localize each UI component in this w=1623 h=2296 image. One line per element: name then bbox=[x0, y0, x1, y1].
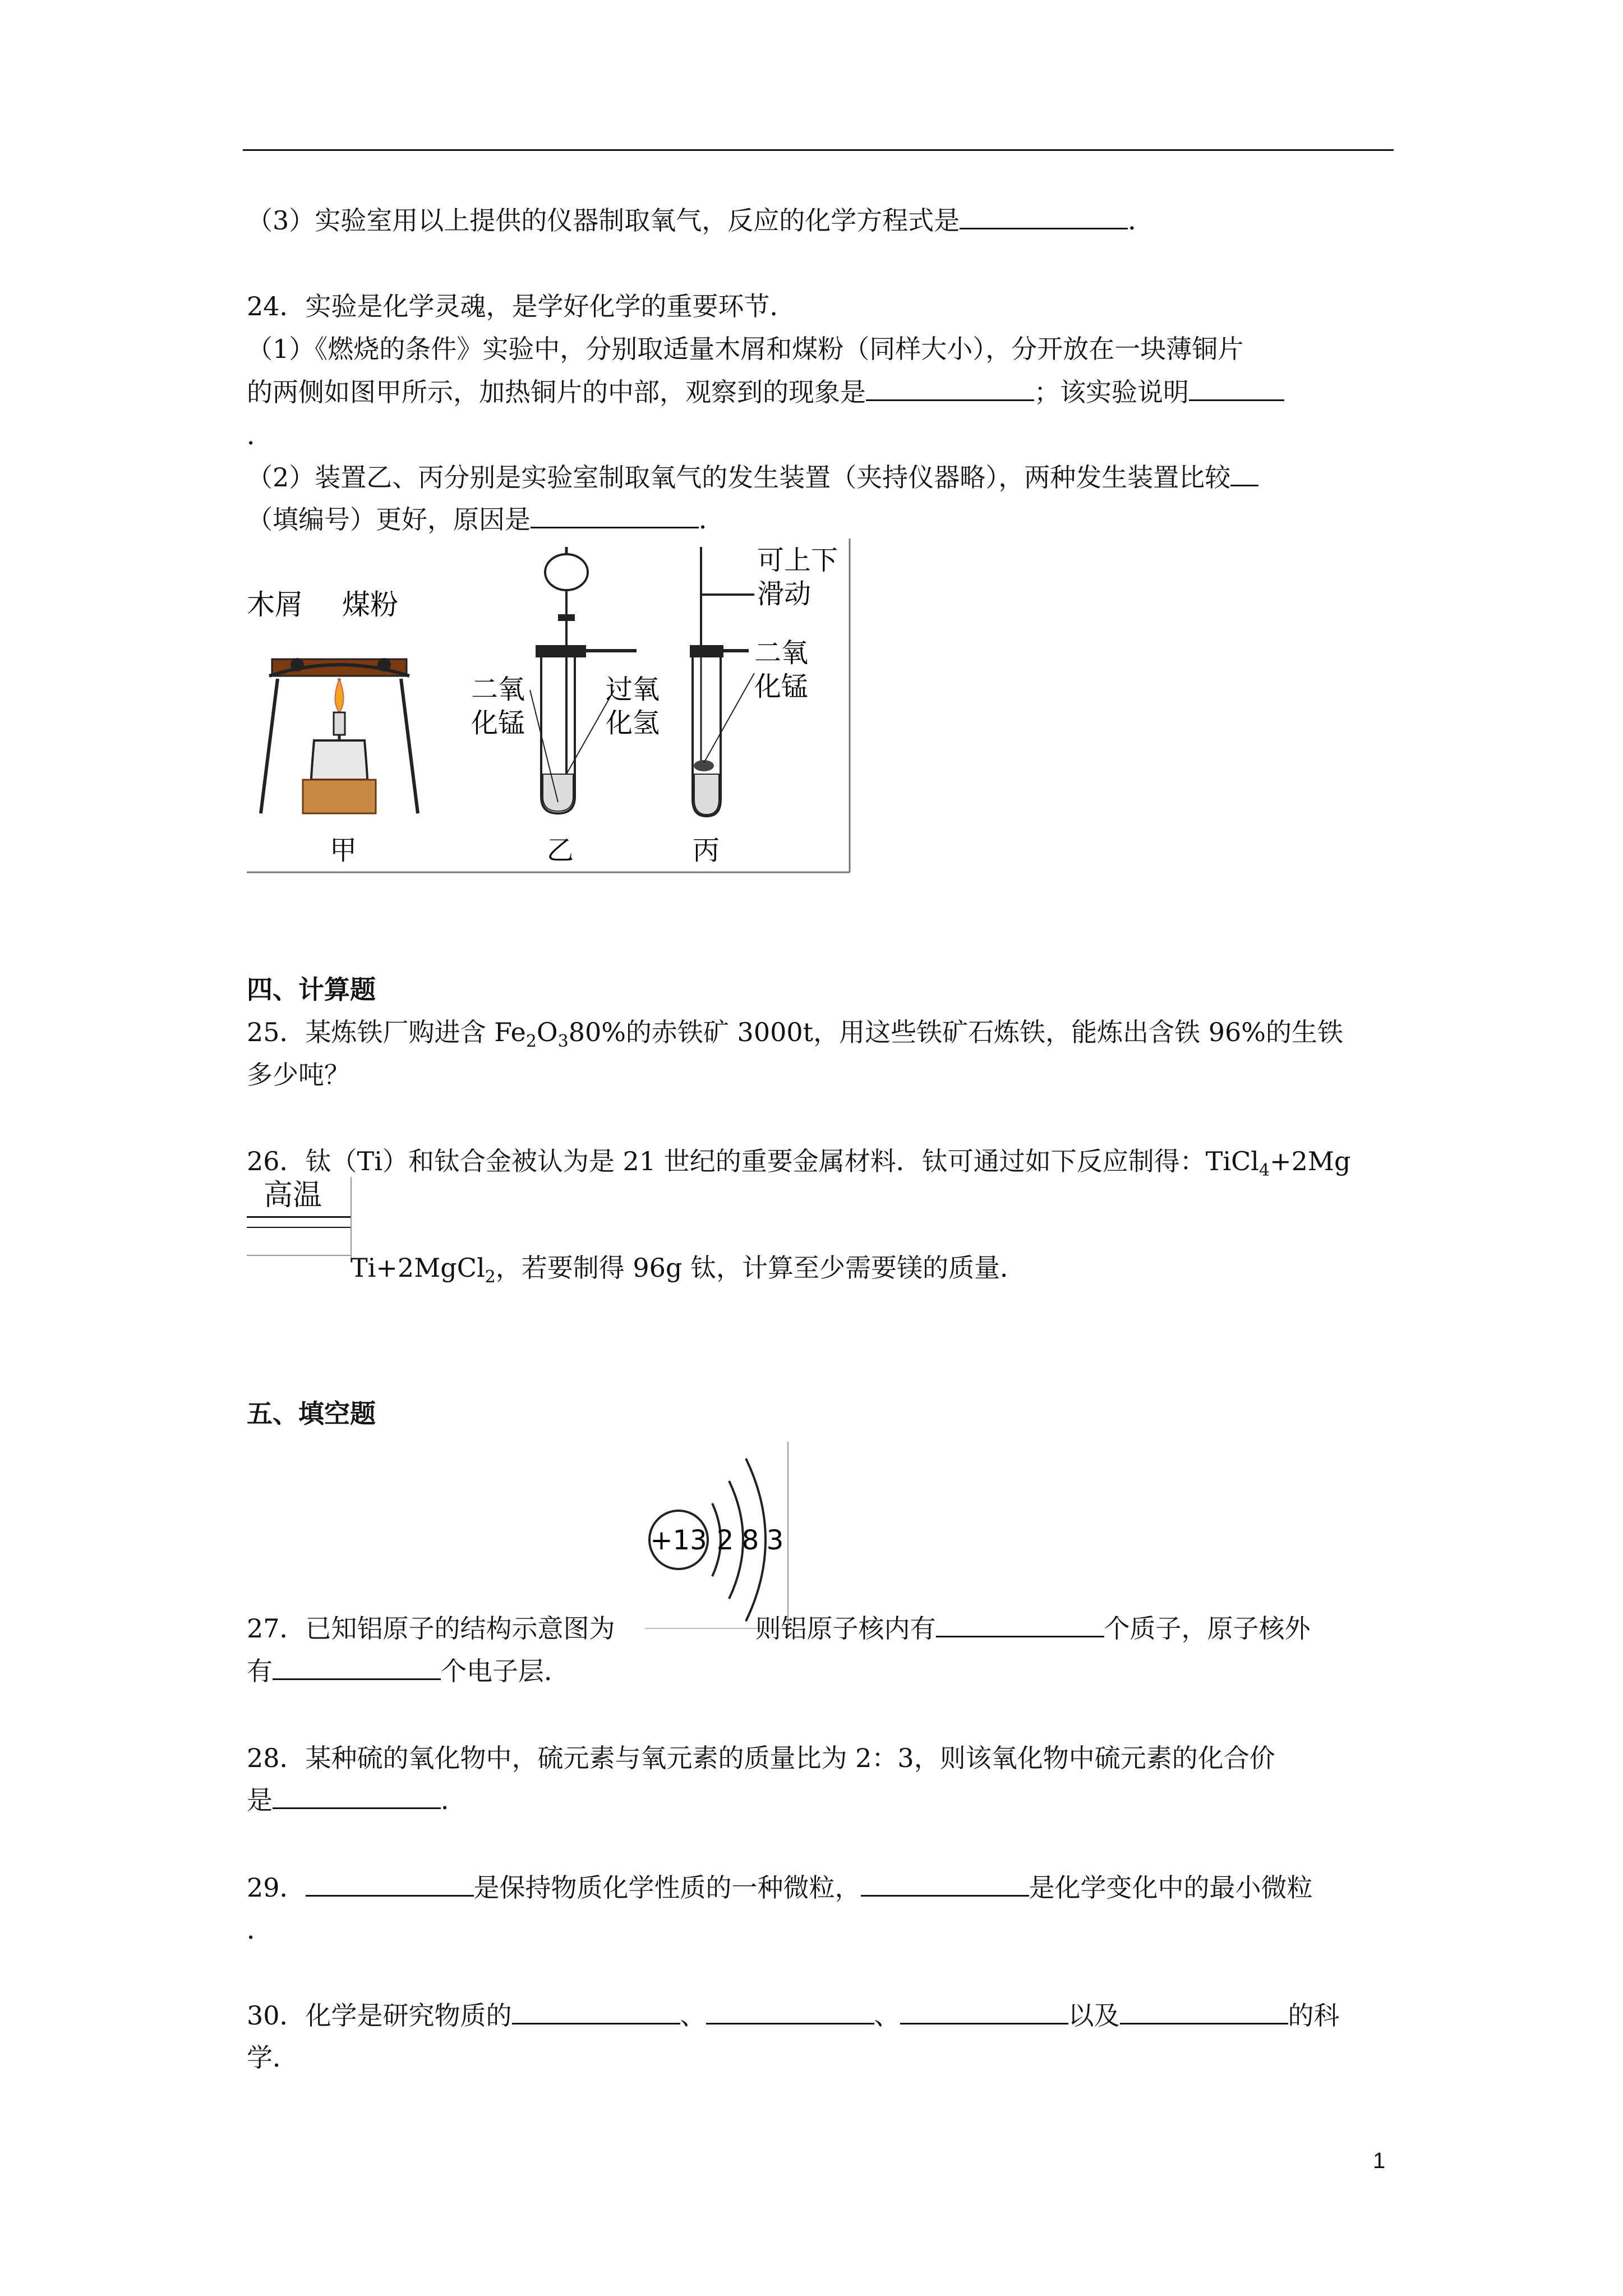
label-mno2-1b: 化锰 bbox=[471, 707, 525, 739]
tripod-apparatus bbox=[261, 658, 418, 813]
apparatus-figure bbox=[247, 539, 852, 875]
answer-blank[interactable] bbox=[531, 502, 699, 528]
nucleus-charge: +13 bbox=[650, 1525, 707, 1556]
aluminum-atom-diagram bbox=[645, 1442, 791, 1630]
answer-blank[interactable] bbox=[861, 1870, 1029, 1897]
section5-title: 五、填空题 bbox=[247, 1398, 376, 1429]
q27-line1: 27．已知铝原子的结构示意图为 则铝原子核内有 个质子，原子核外 bbox=[247, 1611, 1311, 1645]
answer-blank[interactable] bbox=[936, 1611, 1104, 1637]
q29-line2: ． bbox=[247, 1915, 273, 1945]
answer-blank[interactable] bbox=[1189, 375, 1284, 401]
answer-blank[interactable] bbox=[1230, 460, 1258, 486]
label-h2o2-b: 化氢 bbox=[606, 707, 660, 739]
label-mno2-2a: 二氧 bbox=[754, 637, 809, 669]
answer-blank[interactable] bbox=[866, 375, 1034, 401]
q29-line1: 29． 是保持物质化学性质的一种微粒， 是化学变化中的最小微粒 bbox=[247, 1870, 1313, 1904]
shell-2-electrons: 8 bbox=[741, 1525, 759, 1556]
q28-line2: 是 ． bbox=[247, 1783, 467, 1817]
answer-blank[interactable] bbox=[1120, 1998, 1288, 2024]
slide-apparatus bbox=[690, 547, 754, 816]
q26-line2: Ti+2MgCl$_2$，若要制得 96g 钛，计算至少需要镁的质量． bbox=[351, 1253, 1026, 1287]
q24-p1-line1: （1）《燃烧的条件》实验中，分别取适量木屑和煤粉（同样大小），分开放在一块薄铜片 bbox=[247, 334, 1244, 364]
q27-line2: 有 个电子层． bbox=[247, 1654, 570, 1688]
caption-jia: 甲 bbox=[330, 835, 357, 866]
answer-blank[interactable] bbox=[900, 1998, 1068, 2024]
shell-3-electrons: 3 bbox=[766, 1525, 784, 1556]
section4-title: 四、计算题 bbox=[247, 974, 376, 1005]
label-mno2-2b: 化锰 bbox=[754, 671, 809, 702]
label-slide-a: 可上下 bbox=[757, 545, 838, 576]
q23-part3: （3）实验室用以上提供的仪器制取氧气，反应的化学方程式是 ． bbox=[247, 203, 1154, 237]
q30-line1: 30．化学是研究物质的 、 、 以及 的科 bbox=[247, 1998, 1340, 2032]
caption-yi: 乙 bbox=[547, 835, 574, 866]
answer-blank[interactable] bbox=[960, 203, 1128, 229]
q24-p2-line2: （填编号）更好，原因是 ． bbox=[247, 502, 725, 536]
caption-bing: 丙 bbox=[693, 835, 720, 866]
q24-p2-line1: （2）装置乙、丙分别是实验室制取氧气的发生装置（夹持仪器略），两种发生装置比较 bbox=[247, 460, 1258, 494]
q30-line2: 学． bbox=[247, 2042, 298, 2073]
q25-line2: 多少吨？ bbox=[247, 1060, 350, 1090]
label-meifen: 煤粉 bbox=[342, 588, 398, 621]
answer-blank[interactable] bbox=[273, 1783, 441, 1809]
reaction-condition: 高温 bbox=[247, 1177, 352, 1260]
answer-blank[interactable] bbox=[273, 1654, 441, 1680]
answer-blank[interactable] bbox=[706, 1998, 874, 2024]
answer-blank[interactable] bbox=[306, 1870, 474, 1897]
q25-line1: 25．某炼铁厂购进含 $Fe_2O_380\%$的赤铁矿 3000t，用这些铁矿石炼铁，能炼出含铁 96%的生铁 bbox=[247, 1017, 1343, 1052]
header-rule bbox=[243, 149, 1394, 151]
page-number: 1 bbox=[1373, 2148, 1386, 2173]
q24-stem: 24．实验是化学灵魂，是学好化学的重要环节． bbox=[247, 291, 796, 321]
shell-1-electrons: 2 bbox=[716, 1525, 734, 1556]
label-h2o2-a: 过氧 bbox=[606, 674, 660, 705]
answer-blank[interactable] bbox=[512, 1998, 680, 2024]
q24-p1-line3: ． bbox=[247, 420, 273, 450]
q24-p1-line2: 的两侧如图甲所示，加热铜片的中部，观察到的现象是 ；该实验说明 bbox=[247, 375, 1284, 409]
q28-line1: 28．某种硫的氧化物中，硫元素与氧元素的质量比为 2：3，则该氧化物中硫元素的化合价 bbox=[247, 1743, 1275, 1773]
q26-line1: 26．钛（Ti）和钛合金被认为是 21 世纪的重要金属材料．钛可通过如下反应制得：TiCl$_4$+2Mg bbox=[247, 1146, 1351, 1181]
label-mux: 木屑 bbox=[247, 588, 303, 621]
label-mno2-1a: 二氧 bbox=[471, 674, 525, 705]
label-slide-b: 滑动 bbox=[757, 578, 811, 610]
